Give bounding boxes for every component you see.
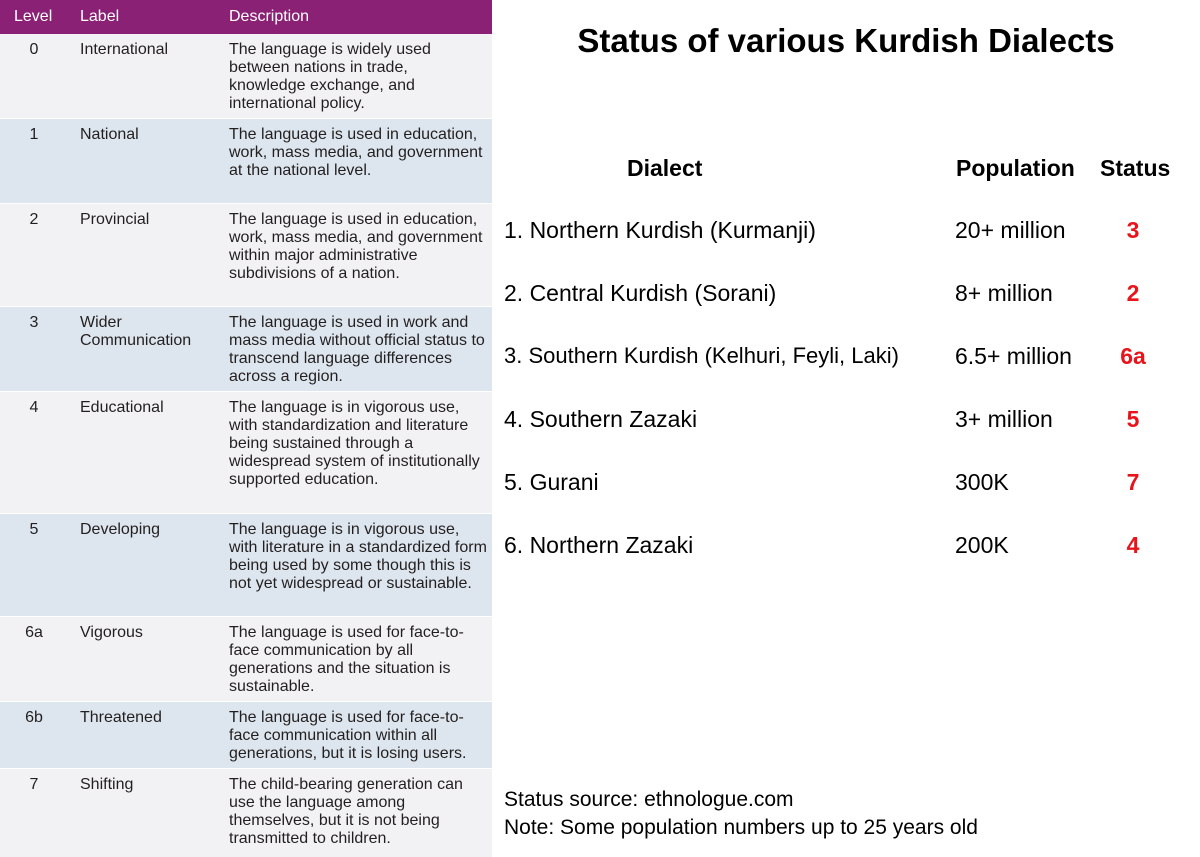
row-level: 2 bbox=[29, 211, 39, 228]
scale-row-3 bbox=[0, 307, 492, 392]
dialect-name: 6. Northern Zazaki bbox=[504, 532, 694, 558]
dialect-row bbox=[492, 406, 1200, 436]
dialect-status: 2 bbox=[1126, 280, 1140, 306]
dialect-status: 6a bbox=[1120, 343, 1146, 369]
row-description: The child-bearing generation can use the language among themselves, but it is not being transmitted to children. bbox=[229, 776, 463, 847]
row-level: 4 bbox=[29, 399, 39, 416]
row-description: The language is used for face-to-face communication within all generations, but it is losing users. bbox=[229, 709, 467, 762]
egids-scale-table bbox=[0, 0, 492, 857]
row-description: The language is used in education, work, mass media, and government at the national level. bbox=[229, 126, 483, 179]
dialect-row bbox=[492, 217, 1200, 247]
row-description: The language is used for face-to-face communication by all generations and the situation is sustainable. bbox=[229, 624, 464, 695]
dialect-row bbox=[492, 532, 1200, 562]
row-label: Vigorous bbox=[80, 624, 143, 641]
page-title: Status of various Kurdish Dialects bbox=[577, 22, 1115, 59]
row-level: 1 bbox=[29, 126, 39, 143]
row-level: 6b bbox=[25, 709, 43, 726]
header-description: Description bbox=[229, 8, 310, 25]
scale-row-4 bbox=[0, 392, 492, 514]
dialect-status: 5 bbox=[1126, 406, 1140, 432]
dialect-population: 8+ million bbox=[955, 280, 1053, 306]
dialect-name: 2. Central Kurdish (Sorani) bbox=[504, 280, 777, 306]
row-description: The language is in vigorous use, with standardization and literature being sustained through a widespread system of institutionally supported education. bbox=[229, 399, 480, 488]
dialects-panel bbox=[492, 0, 1200, 857]
row-level: 5 bbox=[29, 521, 39, 538]
row-label: Educational bbox=[80, 399, 164, 416]
row-description: The language is used in education, work, mass media, and government within major administrative subdivisions of a nation. bbox=[229, 211, 483, 282]
dialect-population: 20+ million bbox=[955, 217, 1066, 243]
dialect-status: 4 bbox=[1126, 532, 1140, 558]
scale-row-1 bbox=[0, 119, 492, 204]
header-label: Label bbox=[80, 8, 120, 25]
scale-row-6a bbox=[0, 617, 492, 702]
dialect-name: 4. Southern Zazaki bbox=[504, 406, 698, 432]
row-level: 7 bbox=[29, 776, 39, 793]
row-label: Shifting bbox=[80, 776, 134, 793]
row-level: 6a bbox=[25, 624, 43, 641]
dialect-row bbox=[492, 469, 1200, 499]
header-level: Level bbox=[14, 8, 53, 25]
row-label: Threatened bbox=[80, 709, 162, 726]
dialect-population: 200K bbox=[955, 532, 1009, 558]
row-description: The language is widely used between nations in trade, knowledge exchange, and international policy. bbox=[229, 41, 431, 112]
scale-table-header bbox=[0, 0, 492, 34]
row-label: Wider Communication bbox=[80, 314, 192, 349]
source-note bbox=[504, 786, 978, 842]
row-label: International bbox=[80, 41, 169, 58]
row-label: Provincial bbox=[80, 211, 150, 228]
row-description: The language is used in work and mass media without official status to transcend language differences across a region. bbox=[229, 314, 485, 385]
dialect-name: 1. Northern Kurdish (Kurmanji) bbox=[504, 217, 816, 243]
column-header-dialect: Dialect bbox=[627, 155, 703, 181]
scale-row-0 bbox=[0, 34, 492, 119]
scale-row-7 bbox=[0, 769, 492, 857]
dialect-population: 6.5+ million bbox=[955, 343, 1072, 369]
dialect-status: 3 bbox=[1126, 217, 1140, 243]
row-label: National bbox=[80, 126, 139, 143]
dialect-row bbox=[492, 343, 1200, 373]
row-level: 3 bbox=[29, 314, 39, 331]
dialect-row bbox=[492, 280, 1200, 310]
row-description: The language is in vigorous use, with literature in a standardized form being used by some though this is not yet widespread or sustainable. bbox=[229, 521, 487, 592]
dialect-name: 5. Gurani bbox=[504, 469, 599, 495]
dialect-name: 3. Southern Kurdish (Kelhuri, Feyli, Laki) bbox=[504, 343, 899, 368]
dialect-population: 3+ million bbox=[955, 406, 1053, 432]
status-source: Status source: ethnologue.com bbox=[504, 788, 794, 811]
scale-row-6b bbox=[0, 702, 492, 769]
column-header-population: Population bbox=[956, 155, 1075, 181]
column-header-status: Status bbox=[1100, 155, 1171, 181]
dialect-status: 7 bbox=[1126, 469, 1140, 495]
row-label: Developing bbox=[80, 521, 161, 538]
scale-row-2 bbox=[0, 204, 492, 307]
dialect-population: 300K bbox=[955, 469, 1009, 495]
population-note: Note: Some population numbers up to 25 years old bbox=[504, 816, 978, 839]
row-level: 0 bbox=[29, 41, 39, 58]
scale-row-5 bbox=[0, 514, 492, 617]
